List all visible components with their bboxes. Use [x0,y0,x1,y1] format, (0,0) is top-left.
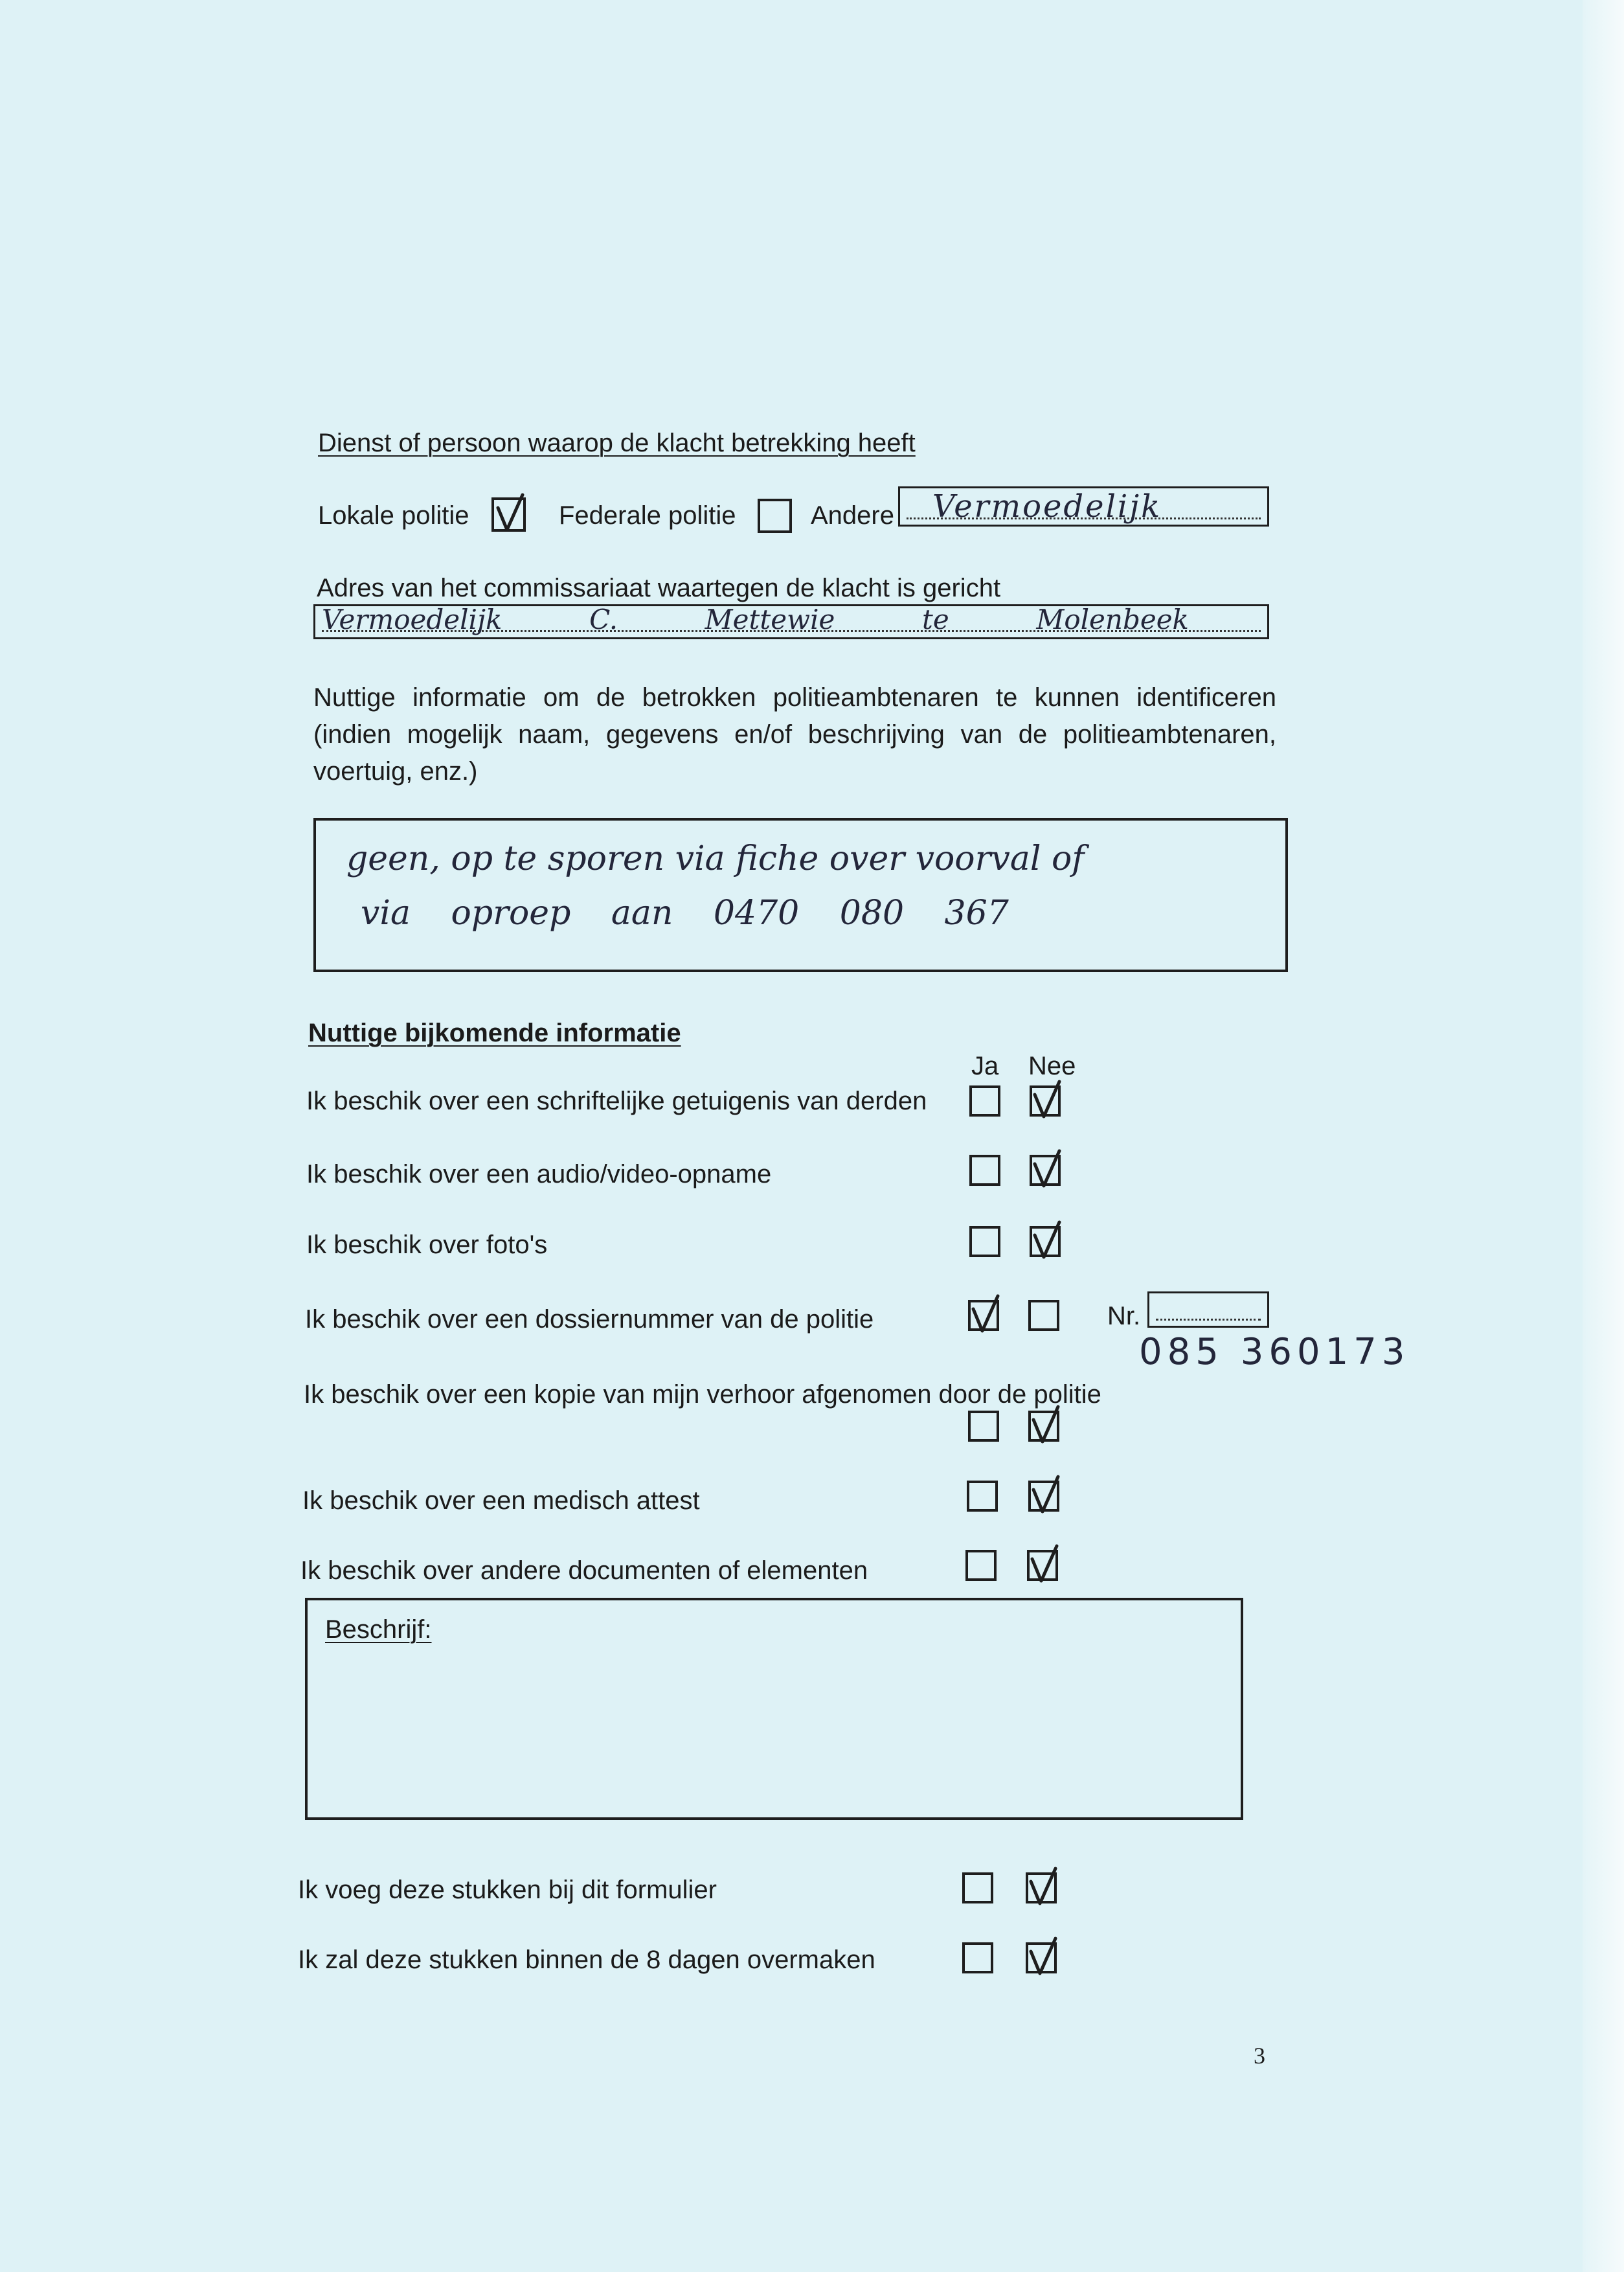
hearing-copy-nee-checkbox[interactable] [1028,1411,1059,1442]
page-number: 3 [1254,2043,1265,2069]
medical-certificate-nee-checkbox[interactable] [1028,1481,1059,1512]
row-dossier-number-label: Ik beschik over een dossiernummer van de politie [305,1305,874,1334]
attach-now-nee-checkbox[interactable] [1026,1872,1057,1903]
check-mark-icon [1030,1150,1063,1188]
check-mark-icon [493,494,526,532]
check-mark-icon [1028,1405,1062,1444]
check-mark-icon [1026,1937,1059,1976]
service-heading: Dienst of persoon waarop de klacht betrekking heeft [318,429,916,457]
check-mark-icon [1030,1080,1063,1119]
identification-field[interactable] [313,818,1288,972]
andere-value: Vermoedelijk [932,488,1162,525]
identification-value-line: via oproep aan 0470 080 367 [361,894,1009,933]
instruction-line: (indien mogelijk naam, gegevens en/of beschrijving van de politieambtenaren, [313,720,1276,749]
identification-instructions [313,679,1276,790]
dossier-number-value: 085 360173 [1139,1331,1410,1373]
send-later-ja-checkbox[interactable] [962,1942,993,1973]
dossier-number-nr-label: Nr. [1107,1302,1141,1330]
row-audio-video-label: Ik beschik over een audio/video-opname [306,1160,772,1188]
address-value: Vermoedelijk C. Mettewie te Molenbeek [322,604,1189,635]
andere-label: Andere [811,501,894,530]
identification-value-line: geen, op te sporen via fiche over voorval of [346,839,1085,878]
instruction-line: Nuttige informatie om de betrokken politieambtenaren te kunnen identificeren [313,683,1276,712]
additional-heading: Nuttige bijkomende informatie [308,1019,681,1047]
photos-nee-checkbox[interactable] [1030,1226,1061,1257]
lokale-politie-checkbox[interactable] [491,497,526,532]
dotted-line [1156,1319,1261,1321]
address-field[interactable] [313,604,1269,639]
check-mark-icon [1026,1867,1059,1906]
row-medical-certificate-label: Ik beschik over een medisch attest [302,1486,700,1515]
other-documents-nee-checkbox[interactable] [1027,1550,1058,1581]
federale-politie-label: Federale politie [559,501,736,530]
photos-ja-checkbox[interactable] [969,1226,1000,1257]
describe-label: Beschrijf: [325,1615,432,1644]
dossier-number-nee-checkbox[interactable] [1028,1300,1059,1331]
audio-video-ja-checkbox[interactable] [969,1155,1000,1186]
check-mark-icon [1028,1475,1062,1514]
row-attach-now-label: Ik voeg deze stukken bij dit formulier [298,1876,717,1904]
column-header-nee: Nee [1028,1052,1076,1080]
row-hearing-copy-label: Ik beschik over een kopie van mijn verhoor afgenomen door de politie [304,1380,1101,1409]
written-testimony-nee-checkbox[interactable] [1030,1085,1061,1117]
row-send-later-label: Ik zal deze stukken binnen de 8 dagen overmaken [298,1946,875,1974]
row-photos-label: Ik beschik over foto's [306,1231,548,1259]
send-later-nee-checkbox[interactable] [1026,1942,1057,1973]
dossier-number-field[interactable] [1147,1291,1269,1328]
check-mark-icon [968,1295,1002,1334]
written-testimony-ja-checkbox[interactable] [969,1085,1000,1117]
scan-edge [1583,0,1624,2272]
audio-video-nee-checkbox[interactable] [1030,1155,1061,1186]
address-label: Adres van het commissariaat waartegen de klacht is gericht [317,574,1001,602]
hearing-copy-ja-checkbox[interactable] [968,1411,999,1442]
attach-now-ja-checkbox[interactable] [962,1872,993,1903]
federale-politie-checkbox[interactable] [758,499,792,533]
row-other-documents-label: Ik beschik over andere documenten of elementen [300,1556,868,1585]
dossier-number-ja-checkbox[interactable] [968,1300,999,1331]
column-header-ja: Ja [971,1052,999,1080]
check-mark-icon [1030,1221,1063,1260]
row-written-testimony-label: Ik beschik over een schriftelijke getuigenis van derden [306,1087,927,1115]
lokale-politie-label: Lokale politie [318,501,469,530]
describe-field[interactable] [305,1598,1243,1820]
andere-field[interactable] [898,486,1269,527]
instruction-line: voertuig, enz.) [313,757,478,786]
medical-certificate-ja-checkbox[interactable] [967,1481,998,1512]
other-documents-ja-checkbox[interactable] [965,1550,997,1581]
check-mark-icon [1027,1545,1061,1584]
